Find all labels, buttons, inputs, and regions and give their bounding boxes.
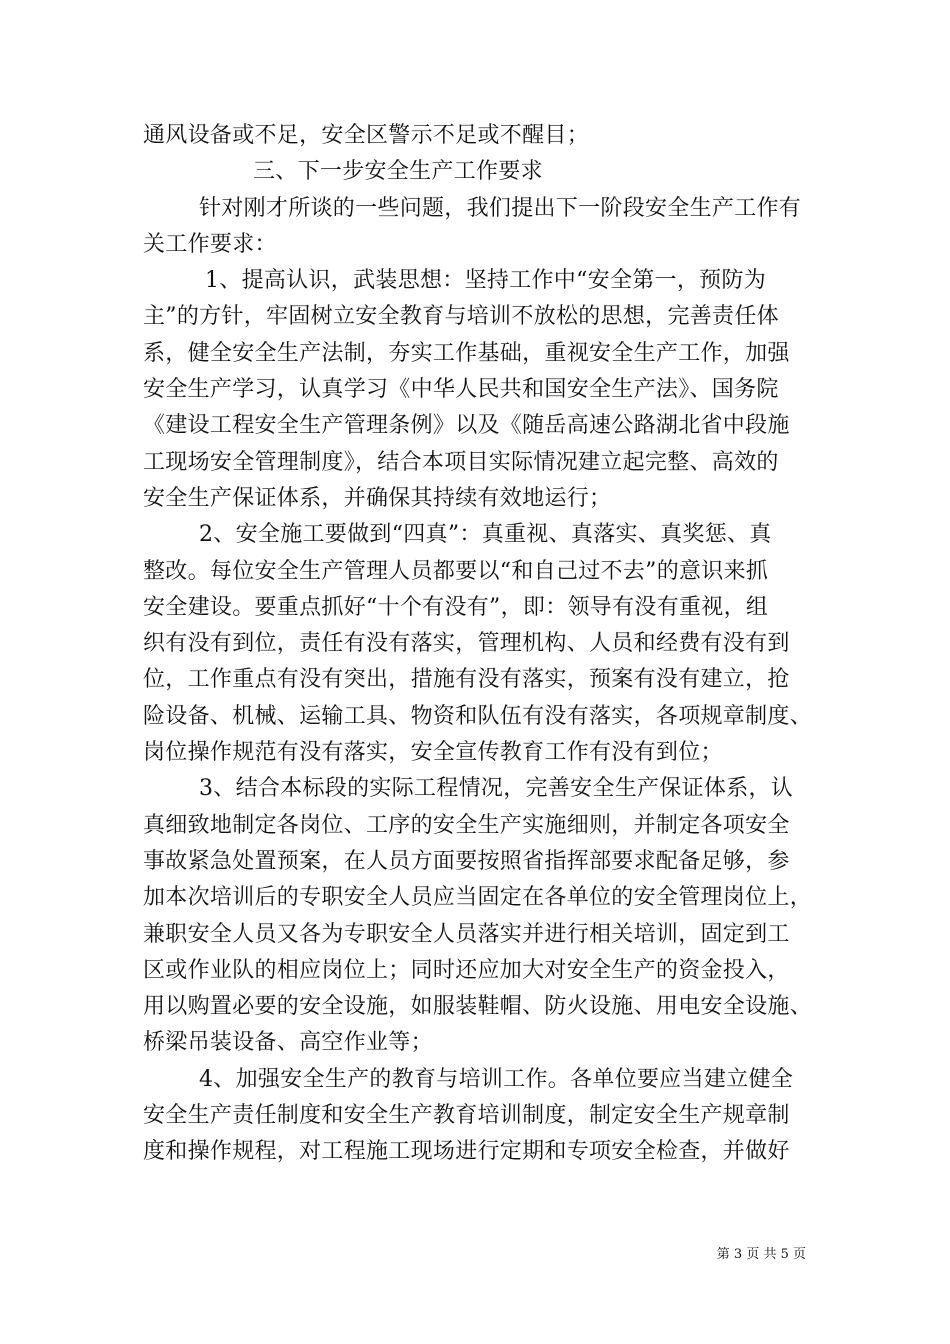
list-item-2-line: 安全建设。要重点抓好“十个有没有”，即：领导有没有重视，组	[143, 594, 769, 620]
body-line: 通风设备或不足，安全区警示不足或不醒目；	[143, 123, 590, 148]
list-item-3-line: 真细致地制定各岗位、工序的安全生产实施细则，并制定各项安全	[143, 812, 790, 838]
list-item-1-line: 工现场安全管理制度》，结合本项目实际情况建立起完整、高效的	[143, 449, 779, 475]
list-item-2-line: 2、安全施工要做到“四真”：真重视、真落实、真奖惩、真	[199, 522, 772, 548]
list-item-2-line: 岗位操作规范有没有落实，安全宣传教育工作有没有到位；	[143, 740, 723, 766]
list-item-4-line: 度和操作规程，对工程施工现场进行定期和专项安全检查，并做好	[143, 1139, 790, 1165]
section-heading: 三、下一步安全生产工作要求	[253, 159, 543, 185]
paragraph-line: 关工作要求：	[143, 231, 277, 257]
list-item-1-line: 系，健全安全生产法制，夯实工作基础，重视安全生产工作，加强	[143, 340, 790, 366]
list-item-3-line: 桥梁吊装设备、高空作业等；	[143, 1030, 433, 1056]
list-item-4-line: 安全生产责任制度和安全生产教育培训制度，制定安全生产规章制	[143, 1103, 790, 1129]
list-item-1-line: 安全生产保证体系，并确保其持续有效地运行；	[143, 485, 612, 511]
page-number: 第 3 页 共 5 页	[716, 1247, 806, 1262]
list-item-2-line: 位，工作重点有没有突出，措施有没有落实，预案有没有建立，抢	[143, 667, 790, 693]
list-item-1-line: 主”的方针，牢固树立安全教育与培训不放松的思想，完善责任体	[143, 304, 779, 330]
list-item-1-line: 1、提高认识，武装思想：坚持工作中“安全第一，预防为	[205, 268, 767, 294]
document-body	[143, 118, 823, 1171]
list-item-4-line: 4、加强安全生产的教育与培训工作。各单位要应当建立健全	[199, 1066, 794, 1092]
list-item-2-line: 整改。每位安全生产管理人员都要以“和自己过不去”的意识来抓	[143, 558, 769, 584]
list-item-3-line: 3、结合本标段的实际工程情况，完善安全生产保证体系，认	[199, 776, 794, 802]
list-item-1-line: 安全生产学习，认真学习《中华人民共和国安全生产法》、国务院	[143, 377, 779, 403]
list-item-3-line: 区或作业队的相应岗位上；同时还应加大对安全生产的资金投入，	[143, 957, 790, 983]
list-item-2-line: 织有没有到位，责任有没有落实，管理机构、人员和经费有没有到	[143, 631, 790, 657]
list-item-3-line: 加本次培训后的专职安全人员应当固定在各单位的安全管理岗位上，	[143, 885, 813, 911]
list-item-3-line: 兼职安全人员又各为专职安全人员落实并进行相关培训，固定到工	[143, 921, 790, 947]
paragraph-line: 针对刚才所谈的一些问题，我们提出下一阶段安全生产工作有	[199, 195, 802, 221]
list-item-2-line: 险设备、机械、运输工具、物资和队伍有没有落实，各项规章制度、	[143, 703, 813, 729]
list-item-1-line: 《建设工程安全生产管理条例》以及《随岳高速公路湖北省中段施	[143, 413, 790, 439]
list-item-3-line: 用以购置必要的安全设施，如服装鞋帽、防火设施、用电安全设施、	[143, 994, 813, 1020]
list-item-3-line: 事故紧急处置预案，在人员方面要按照省指挥部要求配备足够，参	[143, 848, 790, 874]
